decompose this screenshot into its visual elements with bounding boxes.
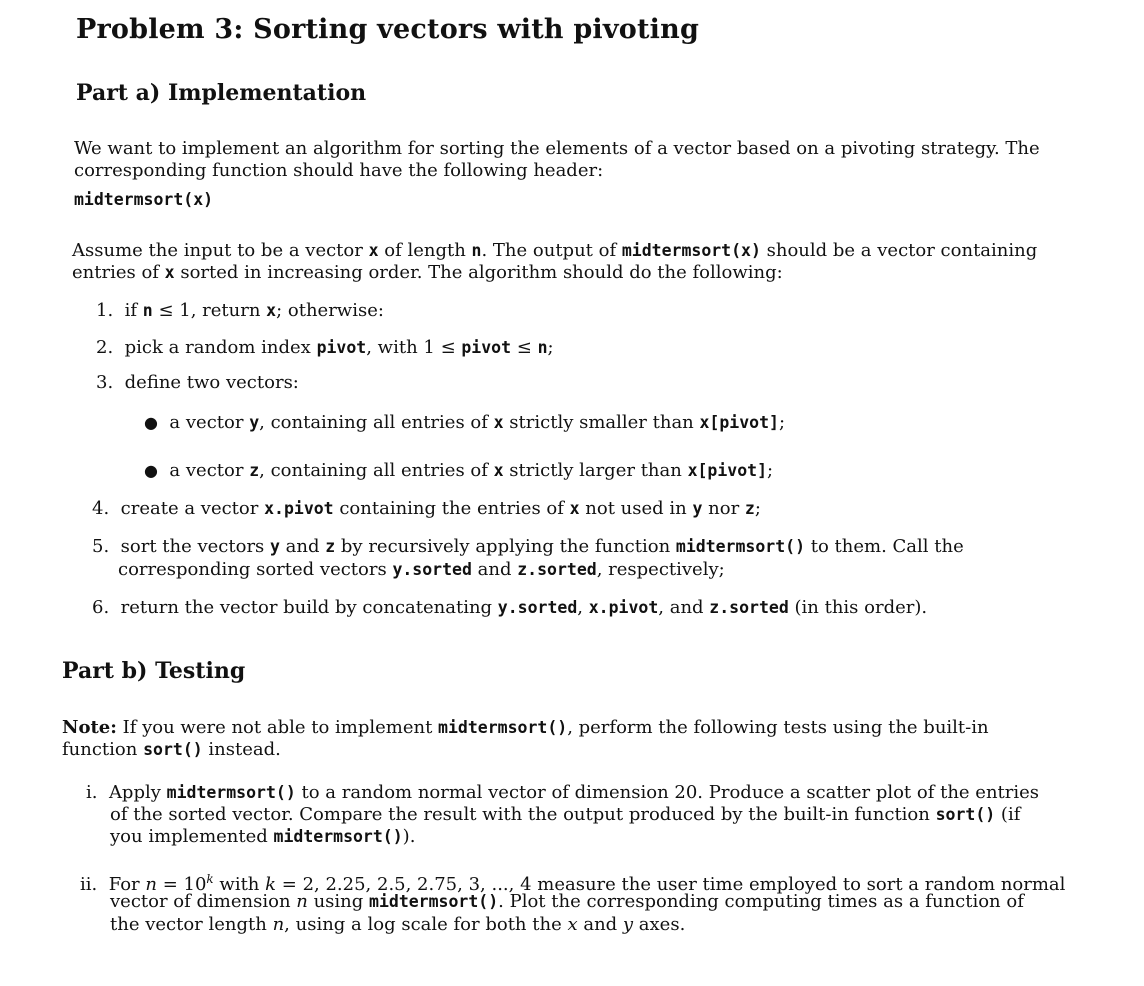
step-5-line-2: corresponding sorted vectors y.sorted and z.sorted, respectively;	[118, 559, 725, 580]
step-1: 1. if n ≤ 1, return x; otherwise:	[96, 300, 384, 321]
note-line-2: function sort() instead.	[62, 739, 281, 760]
bullet-dot-icon: ●	[144, 461, 158, 480]
step-3: 3. define two vectors:	[96, 372, 299, 393]
item-i-line-1: i. Apply midtermsort() to a random normal vector of dimension 20. Produce a scatter plot of the entries	[86, 782, 1040, 803]
note-line-1: Note: If you were not able to implement midtermsort(), perform the following tests using the built-in	[62, 717, 989, 738]
assume-line-1: Assume the input to be a vector x of length n. The output of midtermsort(x) should be a vector containing	[72, 240, 1038, 261]
bullet-dot-icon: ●	[144, 413, 158, 432]
intro-line-2: corresponding function should have the following header:	[74, 160, 604, 181]
bullet-z: ● a vector z, containing all entries of x strictly larger than x[pivot];	[144, 460, 774, 481]
part-b-heading: Part b) Testing	[62, 658, 246, 684]
function-header-code: midtermsort(x)	[74, 190, 214, 209]
item-i-line-2: of the sorted vector. Compare the result with the output produced by the built-in function sort() (if	[110, 804, 1021, 825]
step-5-line-1: 5. sort the vectors y and z by recursively applying the function midtermsort() to them. Call the	[92, 536, 964, 557]
item-i-line-3: you implemented midtermsort()).	[110, 826, 416, 847]
step-6: 6. return the vector build by concatenating y.sorted, x.pivot, and z.sorted (in this order).	[92, 597, 928, 618]
item-ii-line-2: vector of dimension n using midtermsort(). Plot the corresponding computing times as a function of	[110, 891, 1024, 912]
step-2: 2. pick a random index pivot, with 1 ≤ pivot ≤ n;	[96, 337, 554, 358]
intro-line-1: We want to implement an algorithm for sorting the elements of a vector based on a pivoting strategy. The	[74, 138, 1040, 159]
bullet-y: ● a vector y, containing all entries of x strictly smaller than x[pivot];	[144, 412, 786, 433]
part-a-heading: Part a) Implementation	[76, 80, 367, 106]
item-ii-line-1: ii. For $n = 10^k$ with k = 2, 2.25, 2.5, 2.75, 3, ..., 4 measure the user time employed to sort a random normal	[80, 872, 1066, 895]
step-4: 4. create a vector x.pivot containing the entries of x not used in y nor z;	[92, 498, 761, 519]
assume-line-2: entries of x sorted in increasing order. The algorithm should do the following:	[72, 262, 783, 283]
item-ii-line-3: the vector length n, using a log scale for both the x and y axes.	[110, 914, 686, 935]
problem-title: Problem 3: Sorting vectors with pivoting	[76, 14, 700, 45]
